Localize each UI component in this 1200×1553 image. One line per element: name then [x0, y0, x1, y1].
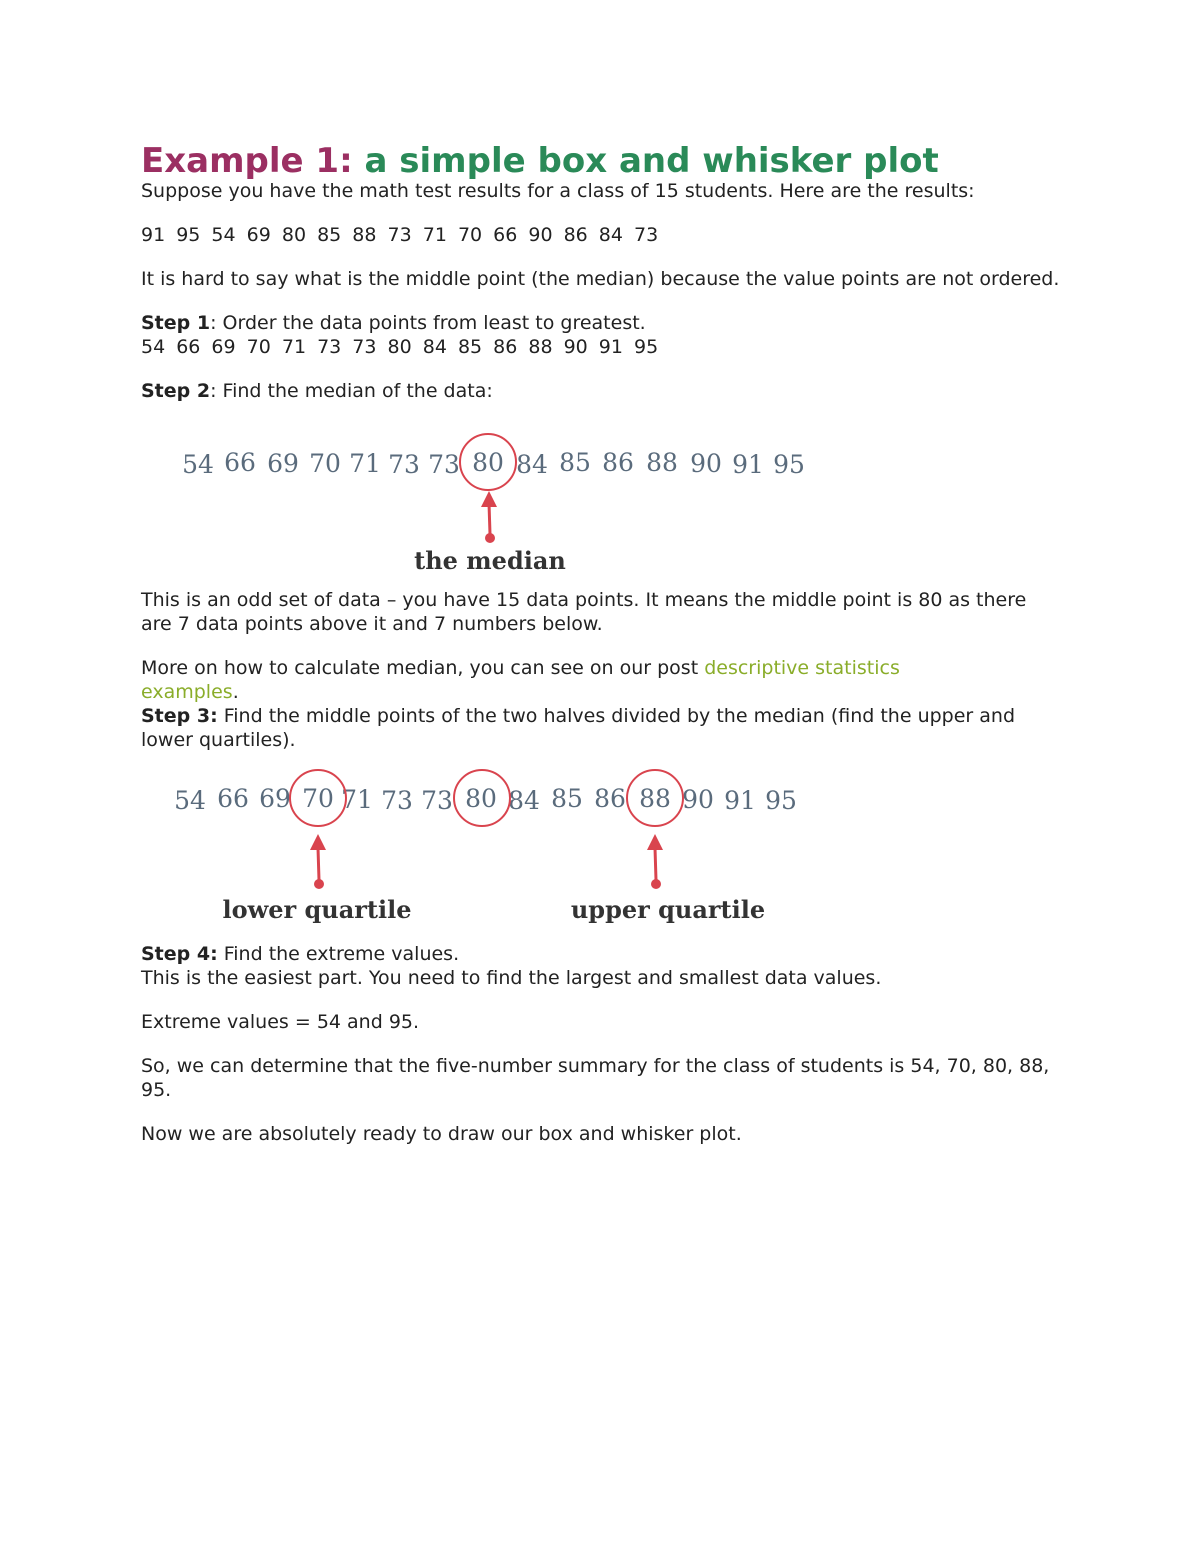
- figure-number: 86: [602, 448, 634, 477]
- unordered-note: It is hard to say what is the middle point (the median) because the value points are not ordered.: [141, 268, 1060, 290]
- median-arrow-head: [481, 491, 497, 507]
- step1-text: : Order the data points from least to greatest.: [210, 312, 646, 334]
- figure-number: 69: [267, 449, 299, 478]
- figure-number: 70: [309, 449, 341, 478]
- upper-arrow-dot: [651, 879, 661, 889]
- lower-arrow-head: [310, 834, 326, 850]
- intro-text: Suppose you have the math test results for a class of 15 students. Here are the results:: [141, 180, 975, 202]
- step3-label: Step 3:: [141, 705, 218, 727]
- figure-number: 85: [559, 448, 591, 477]
- median-arrow-dot: [485, 533, 495, 543]
- figure-number: 95: [765, 786, 797, 815]
- figure-number: 88: [646, 448, 678, 477]
- step1-line: [141, 311, 1061, 335]
- raw-values: 91 95 54 69 80 85 88 73 71 70 66 90 86 84 73: [141, 224, 659, 246]
- step3-line: [141, 704, 1061, 752]
- more-text: [141, 656, 1061, 704]
- median-label: the median: [414, 546, 566, 575]
- more-after: .: [232, 681, 239, 703]
- figure-number: 80: [472, 448, 504, 477]
- step1-label: Step 1: [141, 312, 211, 334]
- figure-number: 66: [224, 448, 256, 477]
- figure-number: 80: [465, 784, 497, 813]
- step4-line2: This is the easiest part. You need to find the largest and smallest data values.: [141, 967, 882, 989]
- figure-number: 71: [341, 785, 373, 814]
- median-figure: [0, 403, 1200, 588]
- more-before: More on how to calculate median, you can see on our post: [141, 657, 705, 679]
- figure-number: 73: [428, 450, 460, 479]
- ordered-values: 54 66 69 70 71 73 73 80 84 85 86 88 90 91 95: [141, 336, 659, 358]
- figure-number: 91: [732, 450, 764, 479]
- figure-number: 84: [516, 450, 548, 479]
- figure-number: 84: [508, 786, 540, 815]
- page-title: [141, 140, 1061, 182]
- step4-label: Step 4:: [141, 943, 218, 965]
- figure-number: 73: [388, 450, 420, 479]
- step2-label: Step 2: [141, 380, 211, 402]
- figure-number: 70: [302, 784, 334, 813]
- summary-text: So, we can determine that the five-number summary for the class of students is 54, 70, 80, 88, 95.: [141, 1055, 1050, 1101]
- figure-number: 66: [217, 784, 249, 813]
- lower-quartile-label: lower quartile: [222, 895, 412, 924]
- figure-number: 54: [174, 786, 206, 815]
- extremes-text: Extreme values = 54 and 95.: [141, 1011, 420, 1033]
- odd-set-text: This is an odd set of data – you have 15 data points. It means the middle point is 80 as there are 7 data points above it and 7 numbers below.: [141, 589, 1027, 635]
- figure-number: 73: [381, 786, 413, 815]
- median-arrow-line: [489, 503, 490, 534]
- closing-text: Now we are absolutely ready to draw our box and whisker plot.: [141, 1123, 742, 1145]
- step4-text: Find the extreme values.: [217, 943, 460, 965]
- step2-line: [141, 379, 1061, 403]
- upper-arrow-head: [647, 834, 663, 850]
- figure-number: 73: [421, 786, 453, 815]
- title-rest: a simple box and whisker plot: [352, 141, 939, 181]
- title-lead: Example 1:: [141, 141, 353, 181]
- upper-quartile-label: upper quartile: [570, 895, 766, 924]
- figure-number: 90: [682, 785, 714, 814]
- figure-number: 88: [639, 784, 671, 813]
- step4-line: [141, 942, 1061, 966]
- figure-number: 71: [349, 449, 381, 478]
- upper-arrow-line: [655, 848, 656, 880]
- document-page: [141, 140, 1061, 1146]
- quartile-figure: [0, 752, 1200, 942]
- figure-number: 90: [690, 449, 722, 478]
- lower-arrow-dot: [314, 879, 324, 889]
- figure-number: 86: [594, 784, 626, 813]
- figure-number: 85: [551, 784, 583, 813]
- median-figure-numbers: [182, 448, 805, 479]
- step3-text: Find the middle points of the two halves divided by the median (find the upper and lower quartiles).: [141, 705, 1016, 751]
- figure-number: 69: [259, 784, 291, 813]
- figure-number: 95: [773, 450, 805, 479]
- figure-number: 91: [724, 786, 756, 815]
- descriptive-statistics-link[interactable]: descriptive statistics: [704, 657, 900, 679]
- lower-arrow-line: [318, 848, 319, 880]
- examples-link[interactable]: examples: [141, 681, 233, 703]
- figure-number: 54: [182, 450, 214, 479]
- quartile-figure-numbers: [174, 784, 797, 815]
- step2-text: : Find the median of the data:: [210, 380, 493, 402]
